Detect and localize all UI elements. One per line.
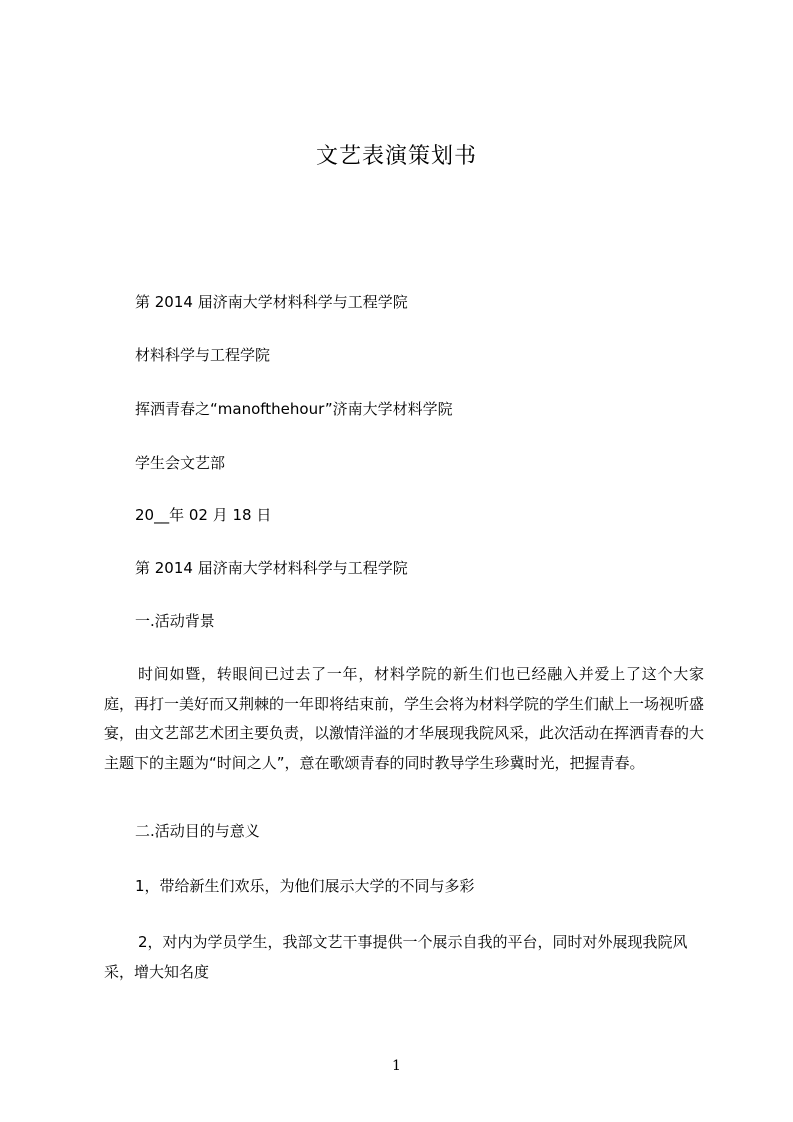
background-paragraph: 时间如暨，转眼间已过去了一年，材料学院的新生们也已经融入并爱上了这个大家庭，再打一美好而又荆棘的一年即将结束前，学生会将为材料学院的学生们献上一场视听盛宴，由文艺部艺术团主要负责，以激情洋溢的才华展现我院风采，此次活动在挥洒青春的大主题下的主题为“时间之人”，意在歌颂青春的同时教导学生珍冀时光，把握青春。 <box>104 665 705 772</box>
purpose-point-1: 1，带给新生们欢乐，为他们展示大学的不同与多彩 <box>135 877 475 895</box>
header-line-college: 材料科学与工程学院 <box>135 346 271 364</box>
header-line-event-name: 挥洒青春之“manofthehour”济南大学材料学院 <box>135 400 453 418</box>
document-title: 文艺表演策划书 <box>315 144 477 169</box>
header-line-date: 20__年 02 月 18 日 <box>135 506 272 524</box>
header-line-department: 学生会文艺部 <box>135 454 226 472</box>
header-line-college-edition-repeat: 第 2014 届济南大学材料科学与工程学院 <box>135 559 408 577</box>
header-line-college-edition: 第 2014 届济南大学材料科学与工程学院 <box>135 293 408 311</box>
section-heading-background: 一.活动背景 <box>135 612 215 630</box>
section-heading-purpose: 二.活动目的与意义 <box>135 822 260 840</box>
page-number: 1 <box>392 1058 401 1074</box>
purpose-point-2: 2，对内为学员学生，我部文艺干事提供一个展示自我的平台，同时对外展现我院风采，增大知名度 <box>104 933 688 981</box>
